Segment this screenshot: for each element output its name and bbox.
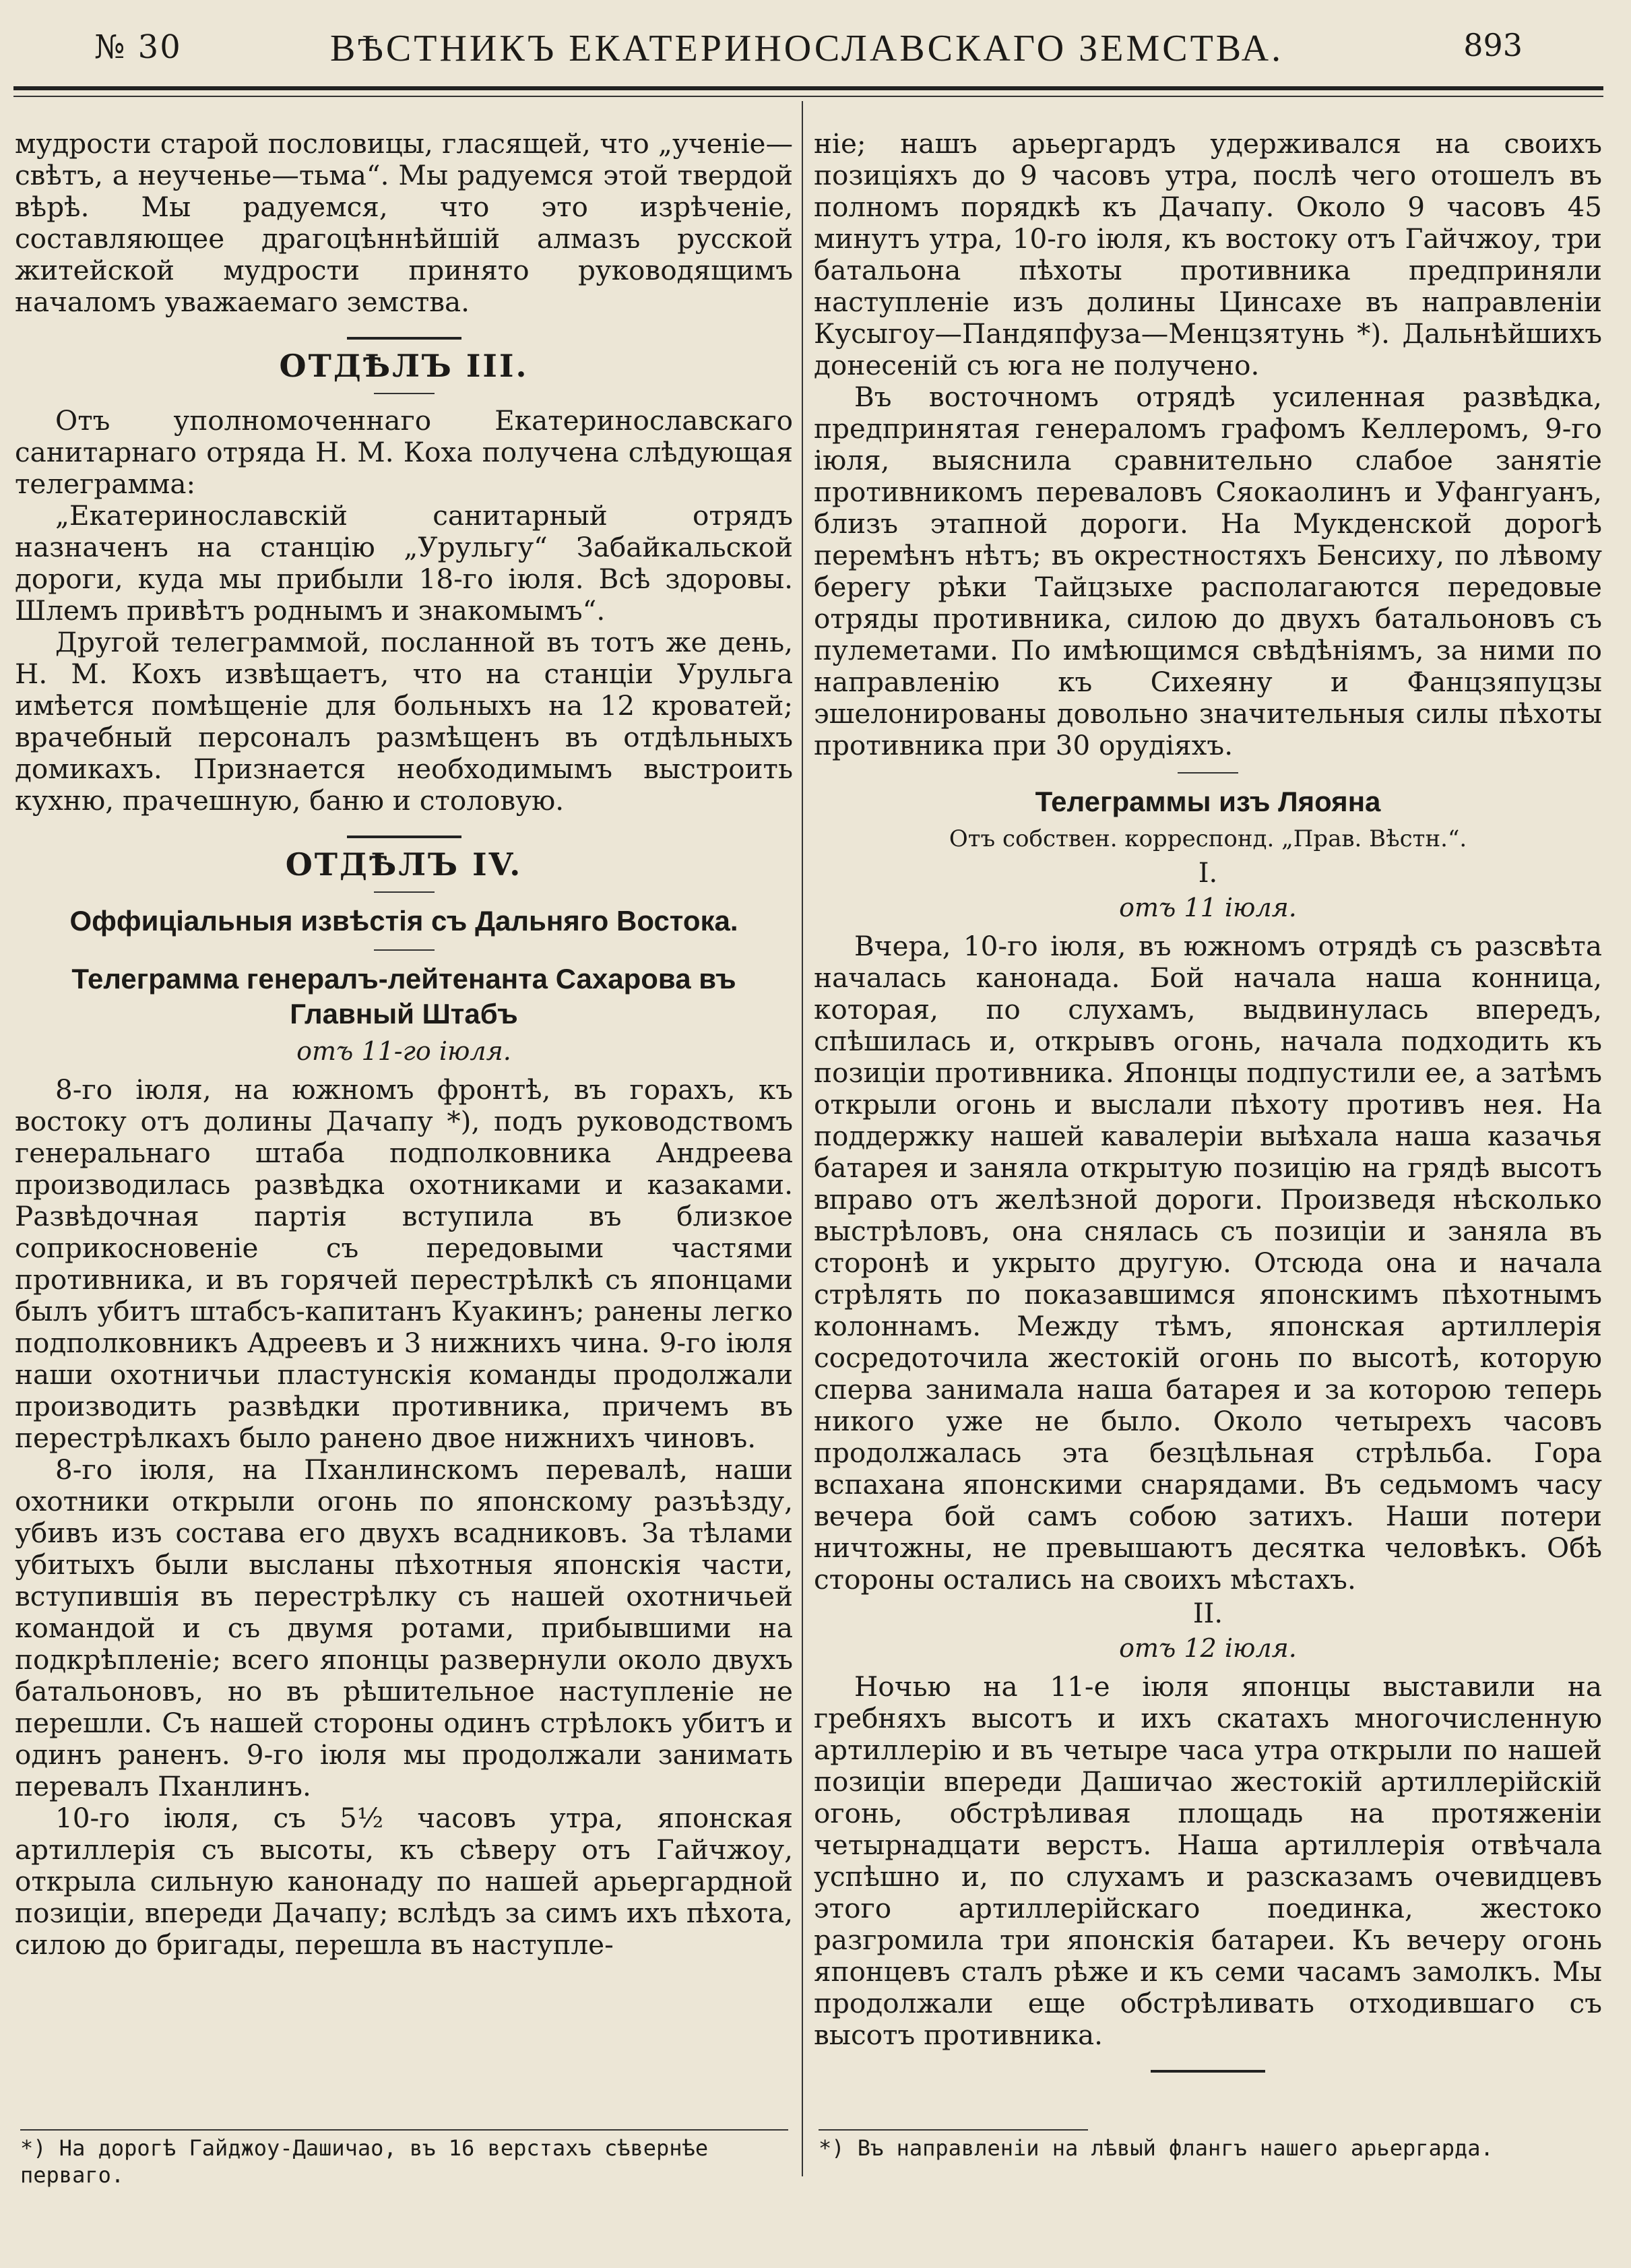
paragraph-continued: ніе; нашъ арьергардъ удерживался на своихъ позиціяхъ до 9 часовъ утра, послѣ чего отошелъ въ полномъ порядкѣ къ Дачапу. Около 9 часовъ 45 минутъ утра, 10-го іюля, къ востоку отъ Гайчжоу, три батальона пѣхоты противника предприняли наступленіе изъ долины Цинсахе въ направленіи Кусыгоу—Пандяпфуза—Менцзятунь *). Дальнѣйшихъ донесеній съ юга не получено. [814, 127, 1602, 381]
date-line: отъ 11-го іюля. [296, 1036, 511, 1066]
journal-title: ВѢСТНИКЪ ЕКАТЕРИНОСЛАВСКАГО ЗЕМСТВА. [330, 28, 1284, 69]
short-separator [374, 949, 435, 951]
paragraph-continued: мудрости старой пословицы, гласящей, что „ученіе—свѣтъ, а неученье—тьма“. Мы радуемся этой твердой вѣрѣ. Мы радуемся, что это изрѣченіе, составляющее драгоцѣннѣйшій алмазъ русской житейской мудрости принято руководящимъ началомъ уважаемаго земства. [15, 127, 793, 318]
page-number: 893 [1463, 27, 1523, 63]
section-heading-4: ОТДѢЛЪ IV. [285, 846, 523, 883]
paragraph: 8-го іюля, на Пханлинскомъ перевалѣ, наши охотники открыли огонь по японскому разъѣзду, убивъ изъ состава его двухъ всадниковъ. За тѣлами убитыхъ были высланы пѣхотныя японскія части, вступившія въ перестрѣлку съ нашей охотничьей командой и съ двумя ротами, прибывшими на подкрѣпленіе; всего японцы развернули около двухъ батальоновъ, но въ рѣшительное наступленіе не перешли. Съ нашей стороны одинъ стрѣлокъ убитъ и одинъ раненъ. 9-го іюля мы продолжали занимать перевалъ Пханлинъ. [15, 1453, 793, 1802]
footnote-rule [20, 2129, 788, 2131]
roman-numeral-2: II. [1192, 1598, 1223, 1629]
telegram-heading: Телеграмма генералъ-лейтенанта Сахарова въ Главный Штабъ [71, 963, 736, 1030]
page-header [88, 20, 1536, 81]
footnote-right: *) Въ направленіи на лѣвый флангъ нашего арьергарда. [819, 2135, 1494, 2161]
section-separator [347, 337, 461, 340]
telegram-quote: „Екатеринославскій санитарный отрядъ назначенъ на станцію „Урульгу“ Забайкальской дороги, куда мы прибыли 18-го іюля. Всѣ здоровы. Шлемъ привѣтъ роднымъ и знакомымъ“. [15, 499, 793, 627]
liaoyang-heading: Телеграммы изъ Ляояна [1035, 786, 1381, 817]
header-rule-thin [13, 96, 1603, 97]
section-separator [347, 836, 461, 838]
section-heading-3: ОТДѢЛЪ III. [279, 348, 529, 384]
column-divider [802, 101, 803, 2176]
left-column [15, 128, 793, 1961]
short-separator [374, 393, 435, 394]
date-line: отъ 12 іюля. [1119, 1633, 1297, 1663]
official-news-heading: Оффиціальныя извѣстія съ Дальняго Востока. [69, 905, 738, 937]
correspondent-line: Отъ собствен. корреспонд. „Прав. Вѣстн.“. [949, 825, 1467, 852]
paragraph: 10-го іюля, съ 5½ часовъ утра, японская артиллерія съ высоты, къ сѣверу отъ Гайчжоу, открыла сильную канонаду по нашей арьергардной позиціи, впереди Дачапу; вслѣдъ за симъ ихъ пѣхота, силою до бригады, перешла въ наступле- [15, 1802, 793, 1961]
paragraph: Въ восточномъ отрядѣ усиленная развѣдка, предпринятая генераломъ графомъ Келлеромъ, 9-го іюля, выяснила сравнительно слабое занятіе противникомъ переваловъ Сяокаолинъ и Уфангуанъ, близъ этапной дороги. На Мукденской дорогѣ перемѣнъ нѣтъ; въ окрестностяхъ Бенсиху, по лѣвому берегу рѣки Тайцзыхе располагаются передовые отряды противника, силою до двухъ батальоновъ съ пулеметами. По имѣющимся свѣдѣніямъ, за ними по направленію къ Сихеяну и Фанцзяпуцзы эшелонированы довольно значительныя силы пѣхоты противника при 30 орудіяхъ. [814, 381, 1602, 761]
paragraph: Отъ уполномоченнаго Екатеринославскаго санитарнаго отряда Н. М. Коха получена слѣдующая телеграмма: [15, 404, 793, 500]
footnote-rule [819, 2129, 1088, 2131]
right-column [814, 128, 1602, 2083]
roman-numeral-1: I. [1198, 858, 1218, 889]
date-line: отъ 11 іюля. [1119, 893, 1297, 922]
paragraph: Другой телеграммой, посланной въ тотъ же день, Н. М. Кохъ извѣщаетъ, что на станціи Урульга имѣется помѣщеніе для больныхъ на 12 кроватей; врачебный персоналъ размѣщенъ въ отдѣльныхъ домикахъ. Признается необходимымъ выстроить кухню, прачешную, баню и столовую. [15, 626, 793, 817]
footnote-left: *) На дорогѣ Гайджоу-Дашичао, въ 16 верстахъ сѣвернѣе перваго. [20, 2135, 709, 2188]
short-separator [1178, 772, 1238, 774]
paragraph: Ночью на 11-е іюля японцы выставили на гребняхъ высотъ и ихъ скатахъ многочисленную артиллерію и въ четыре часа утра открыли по нашей позиціи впереди Дашичао жестокій артиллерійскій огонь, обстрѣливая площадь на протяженіи четырнадцати верстъ. Наша артиллерія отвѣчала успѣшно и, по слухамъ и разсказамъ очевидцевъ этого артиллерійскаго поединка, жестоко разгромила три японскія батареи. Къ вечеру огонь японцевъ сталъ рѣже и къ семи часамъ замолкъ. Мы продолжали еще обстрѣливать отходившаго съ высотъ противника. [814, 1670, 1602, 2051]
header-rule [13, 86, 1603, 90]
end-separator [1151, 2070, 1265, 2073]
paragraph: Вчера, 10-го іюля, въ южномъ отрядѣ съ разсвѣта началась канонада. Бой начала наша конница, которая, по слухамъ, выдвинулась впередъ, спѣшилась и, открывъ огонь, начала подходить къ позиціи противника. Японцы подпустили ее, а затѣмъ открыли огонь и выслали пѣхоту противъ нея. На поддержку нашей кавалеріи выѣхала наша казачья батарея и заняла открытую позицію на грядѣ высотъ вправо отъ желѣзной дороги. Произведя нѣсколько выстрѣловъ, она снялась съ позиціи и заняла въ сторонѣ и укрыто другую. Отсюда она и начала стрѣлять по показавшимся японскимъ пѣхотнымъ колоннамъ. Между тѣмъ, японская артиллерія сосредоточила жестокій огонь по высотѣ, которую сперва занимала наша батарея и за которою теперь никого уже не было. Около четырехъ часовъ продолжалась эта безцѣльная стрѣльба. Гора вспахана японскими снарядами. Въ седьмомъ часу вечера бой самъ собою затихъ. Наши потери ничтожны, не превышаютъ десятка человѣкъ. Обѣ стороны остались на своихъ мѣстахъ. [814, 930, 1602, 1596]
issue-number: № 30 [94, 28, 182, 66]
paragraph: 8-го іюля, на южномъ фронтѣ, въ горахъ, къ востоку отъ долины Дачапу *), подъ руководствомъ генеральнаго штаба подполковника Андреева производилась развѣдка охотниками и казаками. Развѣдочная партія вступила въ близкое соприкосновеніе съ передовыми частями противника, и въ горячей перестрѣлкѣ съ японцами былъ убитъ штабсъ-капитанъ Куакинъ; ранены легко подполковникъ Адреевъ и 3 нижнихъ чина. 9-го іюля наши охотничьи пластунскія команды продолжали производить развѣдки противника, причемъ въ перестрѣлкахъ было ранено двое нижнихъ чиновъ. [15, 1073, 793, 1454]
short-separator [374, 891, 435, 893]
